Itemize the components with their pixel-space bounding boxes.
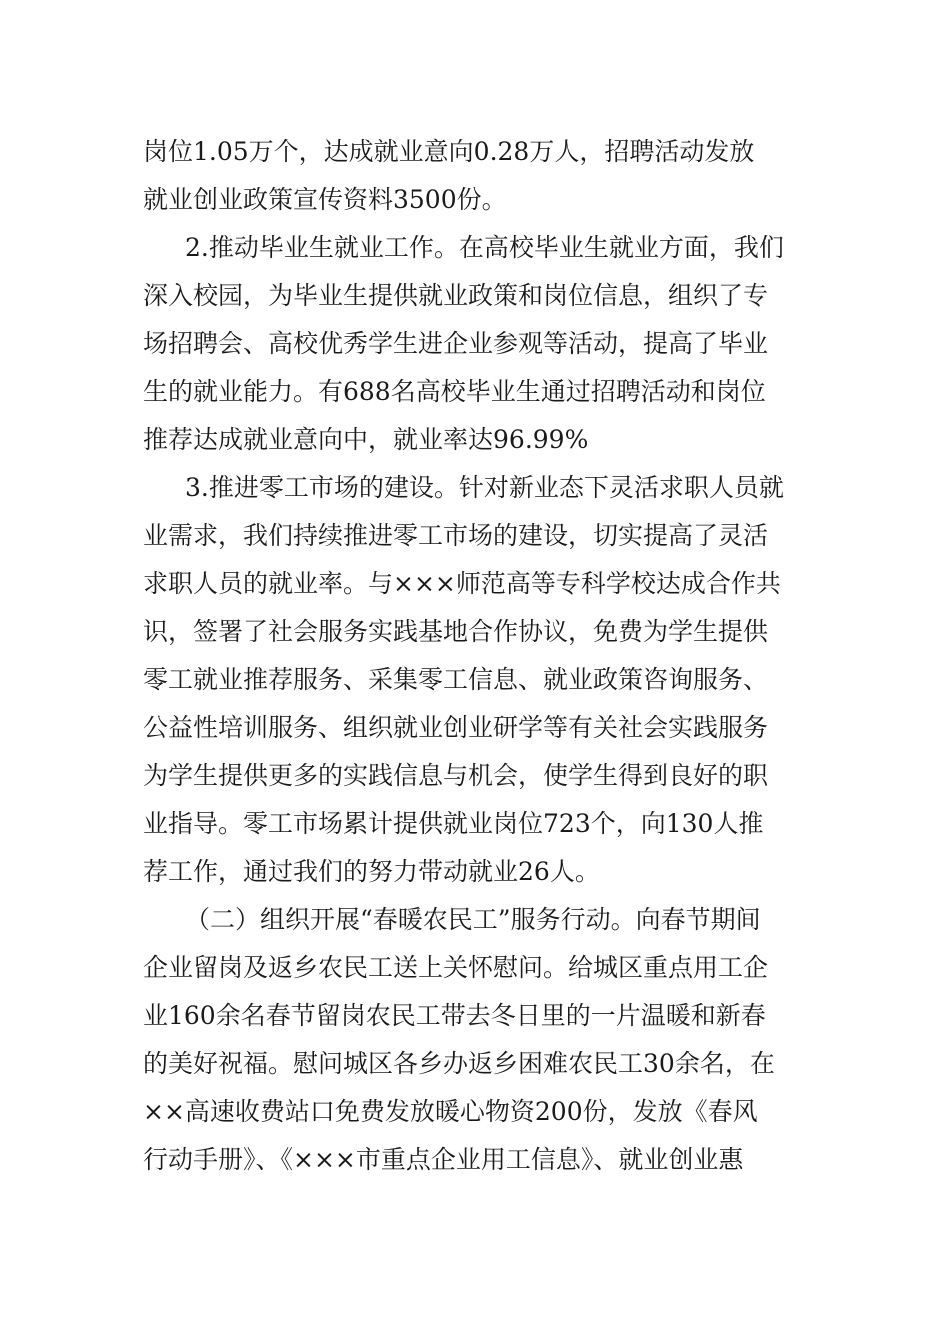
text-line: 求职人员的就业率。与×××师范高等专科学校达成合作共 <box>143 569 781 598</box>
text-line: 企业留岗及返乡农民工送上关怀慰问。给城区重点用工企 <box>143 953 769 982</box>
text-line: 业需求，我们持续推进零工市场的建设，切实提高了灵活 <box>143 521 769 550</box>
text-line: 荐工作，通过我们的努力带动就业26人。 <box>143 857 600 886</box>
text-line: 3.推进零工市场的建设。针对新业态下灵活求职人员就 <box>185 473 784 502</box>
text-line: 深入校园，为毕业生提供就业政策和岗位信息，组织了专 <box>143 281 769 310</box>
text-line: 岗位1.05万个，达成就业意向0.28万人，招聘活动发放 <box>143 137 755 166</box>
text-line: 零工就业推荐服务、采集零工信息、就业政策咨询服务、 <box>143 665 769 694</box>
text-line: ××高速收费站口免费发放暖心物资200份，发放《春风 <box>143 1097 758 1126</box>
text-line: 业160余名春节留岗农民工带去冬日里的一片温暖和新春 <box>143 1001 766 1030</box>
text-line: 行动手册》、《×××市重点企业用工信息》、就业创业惠 <box>143 1145 744 1174</box>
text-line: 生的就业能力。有688名高校毕业生通过招聘活动和岗位 <box>143 377 766 406</box>
text-line: 推荐达成就业意向中，就业率达96.99% <box>143 425 589 454</box>
text-line: 识，签署了社会服务实践基地合作协议，免费为学生提供 <box>143 617 769 646</box>
text-line: 公益性培训服务、组织就业创业研学等有关社会实践服务 <box>143 713 769 742</box>
text-line: 为学生提供更多的实践信息与机会，使学生得到良好的职 <box>143 761 769 790</box>
text-line: 2.推动毕业生就业工作。在高校毕业生就业方面，我们 <box>185 233 784 262</box>
text-line: 就业创业政策宣传资料3500份。 <box>143 185 507 214</box>
text-line: 业指导。零工市场累计提供就业岗位723个，向130人推 <box>143 809 764 838</box>
text-line: 的美好祝福。慰问城区各乡办返乡困难农民工30余名，在 <box>143 1049 775 1078</box>
text-line: 场招聘会、高校优秀学生进企业参观等活动，提高了毕业 <box>143 329 769 358</box>
text-line: （二）组织开展“春暖农民工”服务行动。向春节期间 <box>185 905 761 934</box>
document-body <box>143 128 809 1184</box>
